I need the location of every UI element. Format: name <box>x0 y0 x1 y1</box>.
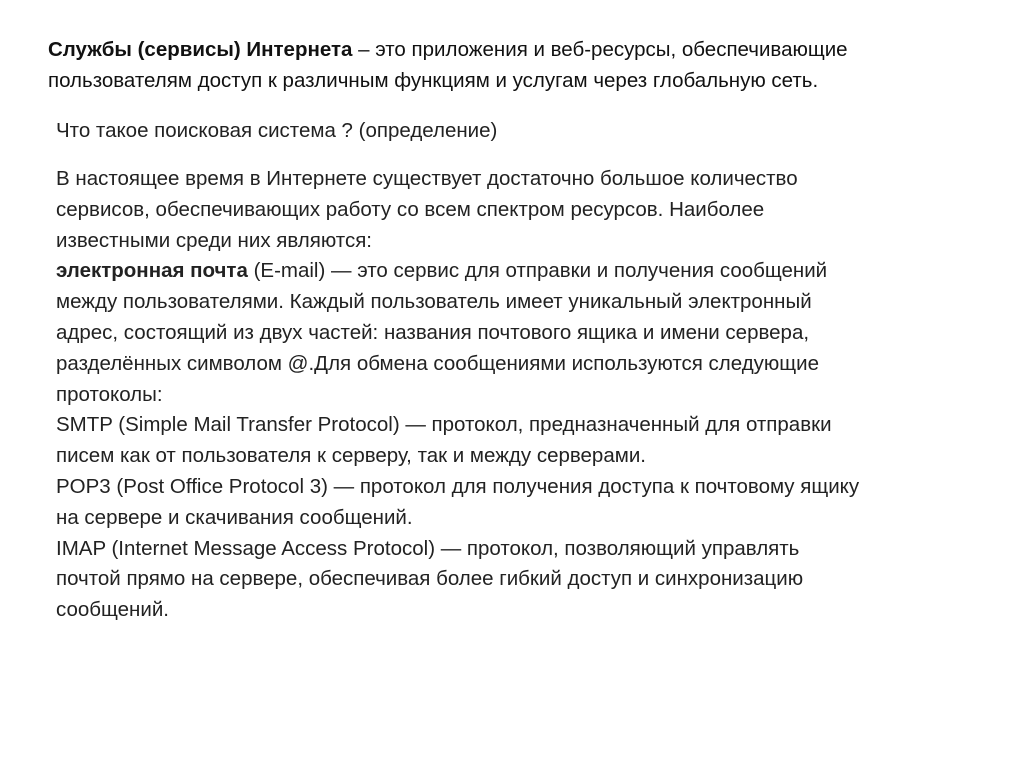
definition-line-1 <box>48 34 988 65</box>
pop3-line: POP3 (Post Office Protocol 3) — протокол для получения доступа к почтовому ящику <box>56 474 860 498</box>
definition-paragraph <box>48 34 988 96</box>
imap-line: почтой прямо на сервере, обеспечивая более гибкий доступ и синхронизацию <box>56 567 804 591</box>
definition-line-1-rest: – это приложения и веб-ресурсы, обеспечивающие <box>352 38 848 61</box>
email-line-1 <box>56 256 986 287</box>
email-line: разделённых символом @.Для обмена сообщениями используются следующие <box>56 351 820 375</box>
smtp-line: SMTP (Simple Mail Transfer Protocol) — протокол, предназначенный для отправки <box>56 413 832 437</box>
imap-line: сообщений. <box>56 598 169 622</box>
smtp-line: писем как от пользователя к серверу, так и между серверами. <box>56 444 646 468</box>
question-line: Что такое поисковая система ? (определение) <box>56 119 498 142</box>
intro-line: известными среди них являются: <box>56 228 372 252</box>
email-line: адрес, состоящий из двух частей: названия почтового ящика и имени сервера, <box>56 320 810 344</box>
email-line: протоколы: <box>56 382 163 406</box>
intro-line: сервисов, обеспечивающих работу со всем спектром ресурсов. Наиболее <box>56 197 765 221</box>
intro-line: В настоящее время в Интернете существует достаточно большое количество <box>56 167 798 190</box>
imap-line: IMAP (Internet Message Access Protocol) — протокол, позволяющий управлять <box>56 536 800 560</box>
email-line: между пользователями. Каждый пользователь имеет уникальный электронный <box>56 290 812 314</box>
body-paragraph <box>56 164 986 626</box>
email-line-1-rest: (E-mail) — это сервис для отправки и получения сообщений <box>247 259 828 283</box>
pop3-line: на сервере и скачивания сообщений. <box>56 505 413 529</box>
definition-term: Службы (сервисы) Интернета <box>48 38 353 61</box>
email-term: электронная почта <box>56 259 248 283</box>
definition-line-2: пользователям доступ к различным функциям и услугам через глобальную сеть. <box>48 69 819 92</box>
